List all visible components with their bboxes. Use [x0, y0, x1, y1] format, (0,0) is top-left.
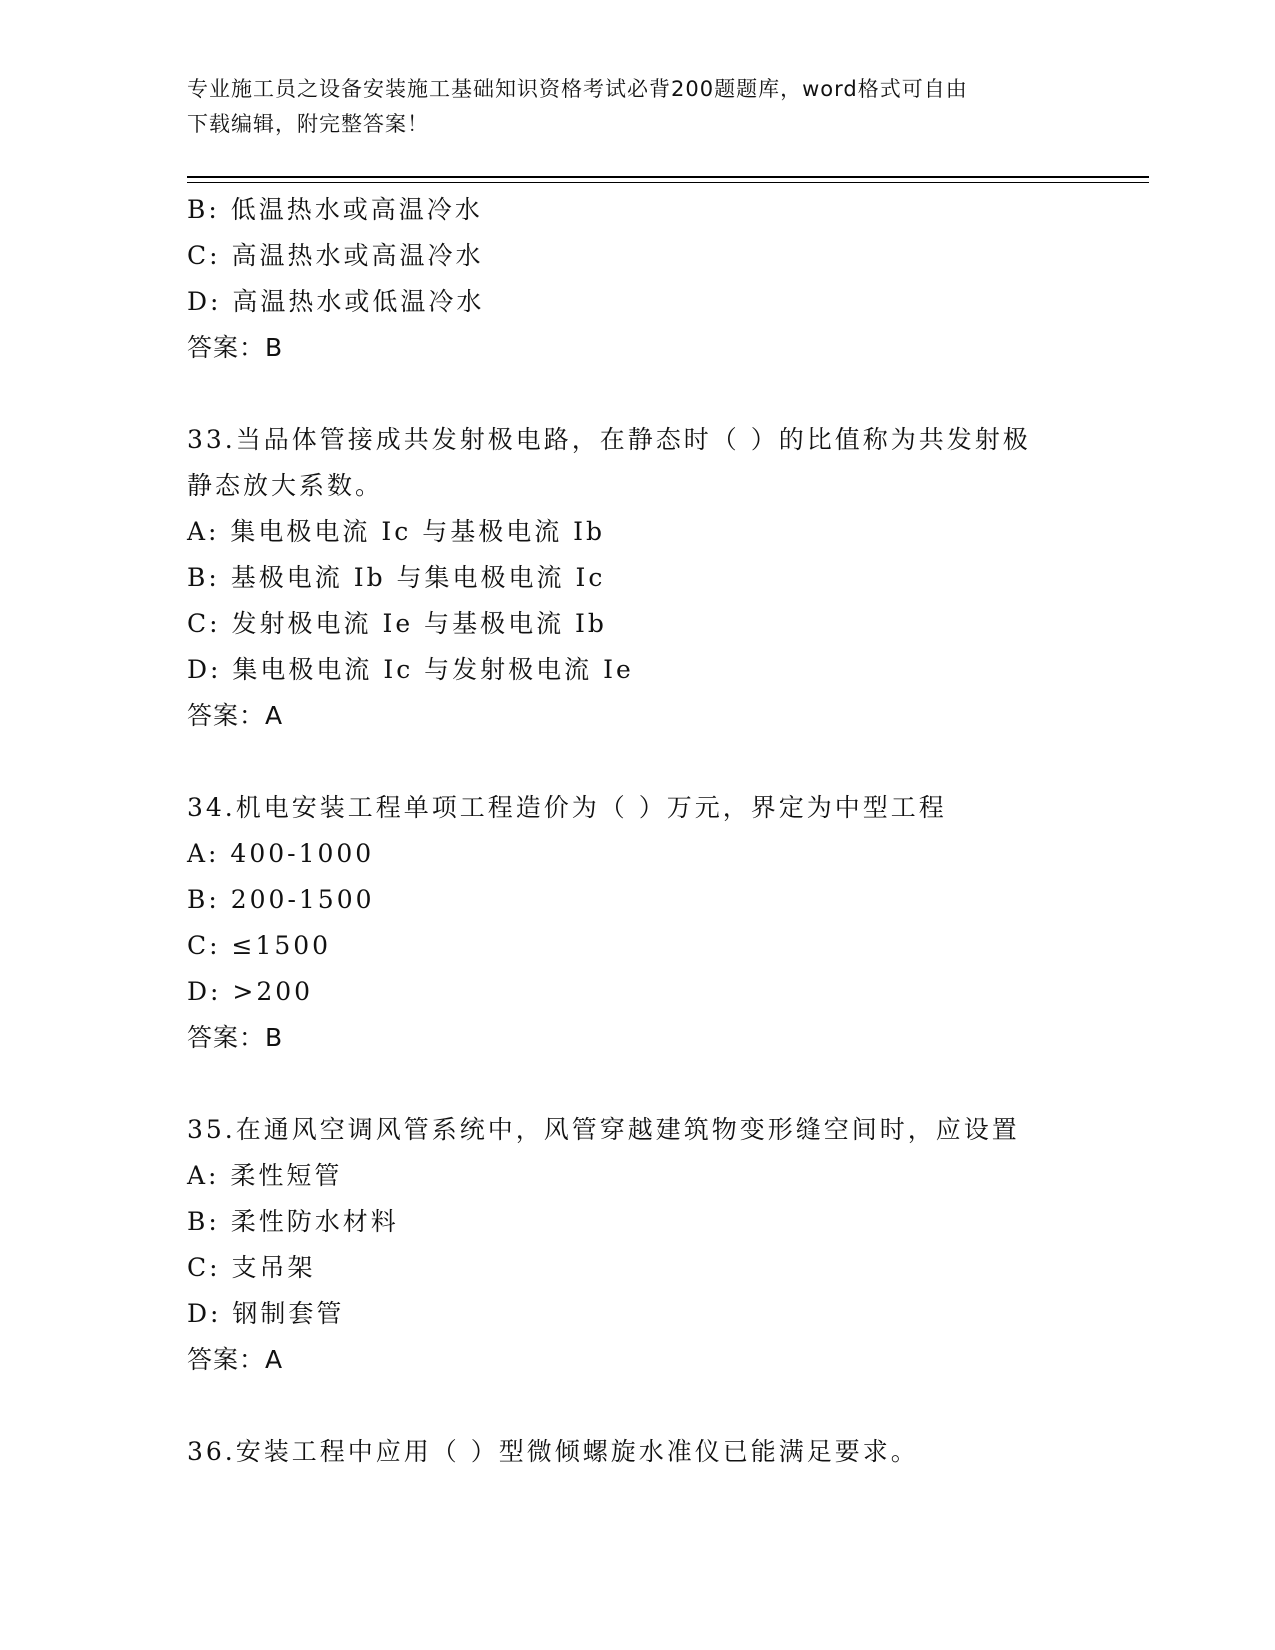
option-b: B: 基极电流 Ib 与集电极电流 Ic	[187, 563, 606, 592]
answer-line: 答案：A	[187, 701, 284, 730]
spacer	[187, 1383, 1087, 1429]
question-34	[187, 785, 1087, 1061]
option-c: C: 高温热水或高温冷水	[187, 241, 484, 270]
header-line-2: 下载编辑，附完整答案！	[187, 112, 429, 136]
option-c: C: 支吊架	[187, 1253, 316, 1282]
question-stem: 35.在通风空调风管系统中，风管穿越建筑物变形缝空间时，应设置	[187, 1115, 1020, 1144]
option-b: B: 200-1500	[187, 885, 375, 914]
answer-line: 答案：A	[187, 1345, 284, 1374]
option-a: A: 柔性短管	[187, 1161, 343, 1190]
question-stem-continued: 静态放大系数。	[187, 471, 384, 500]
option-d: D: >200	[187, 977, 314, 1006]
question-stem: 36.安装工程中应用（ ）型微倾螺旋水准仪已能满足要求。	[187, 1437, 919, 1466]
header-divider-thick	[187, 176, 1149, 178]
answer-line: 答案：B	[187, 1023, 284, 1052]
option-b: B: 柔性防水材料	[187, 1207, 399, 1236]
spacer	[187, 371, 1087, 417]
option-d: D: 集电极电流 Ic 与发射极电流 Ie	[187, 655, 634, 684]
question-33	[187, 417, 1087, 739]
option-b: B: 低温热水或高温冷水	[187, 195, 483, 224]
option-a: A: 集电极电流 Ic 与基极电流 Ib	[187, 517, 606, 546]
question-36	[187, 1429, 1087, 1475]
question-stem: 34.机电安装工程单项工程造价为（ ）万元，界定为中型工程	[187, 793, 947, 822]
header-divider-thin	[187, 182, 1149, 183]
document-header	[187, 72, 1067, 142]
option-d: D: 钢制套管	[187, 1299, 345, 1328]
spacer	[187, 1061, 1087, 1107]
option-c: C: 发射极电流 Ie 与基极电流 Ib	[187, 609, 607, 638]
question-stem: 33.当品体管接成共发射极电路，在静态时（ ）的比值称为共发射极	[187, 425, 1031, 454]
header-line-1: 专业施工员之设备安装施工基础知识资格考试必背200题题库，word格式可自由	[187, 77, 968, 101]
question-list	[187, 187, 1087, 1475]
option-d: D: 高温热水或低温冷水	[187, 287, 485, 316]
option-c: C: ≤1500	[187, 931, 332, 960]
option-a: A: 400-1000	[187, 839, 375, 868]
question-32-tail	[187, 187, 1087, 371]
answer-line: 答案：B	[187, 333, 284, 362]
question-35	[187, 1107, 1087, 1383]
spacer	[187, 739, 1087, 785]
